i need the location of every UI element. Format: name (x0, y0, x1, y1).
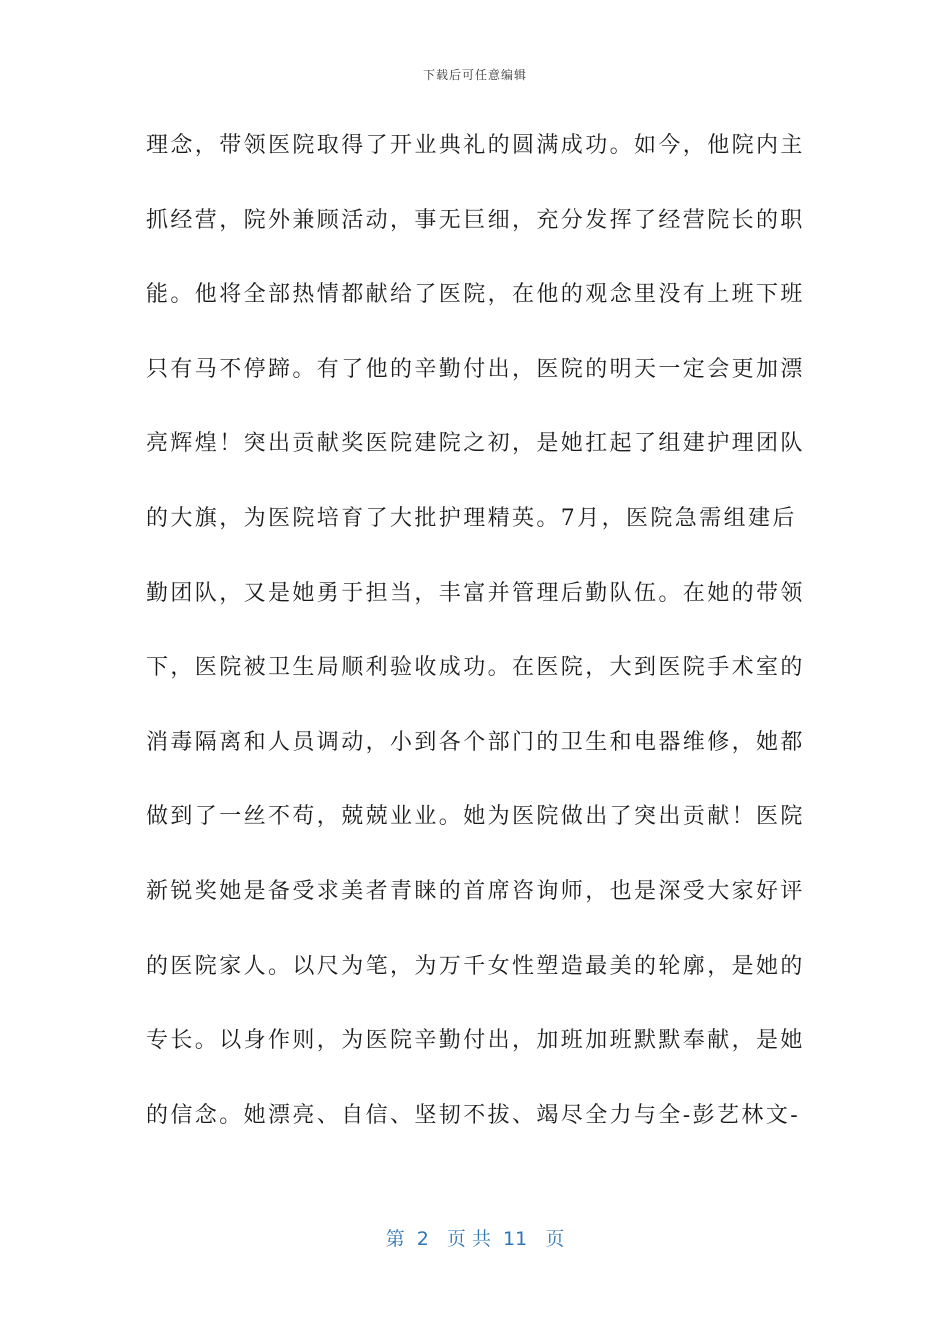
text-line: 消毒隔离和人员调动，小到各个部门的卫生和电器维修，她都 (146, 729, 805, 755)
page-number-footer: 第 2 页 共 11 页 (385, 1228, 565, 1250)
text-line: 的大旗，为医院培育了大批护理精英。7月，医院急需组建后 (146, 505, 797, 531)
text-line: 专长。以身作则，为医院辛勤付出，加班加班默默奉献，是她 (146, 1028, 805, 1054)
text-line: 只有马不停蹄。有了他的辛勤付出，医院的明天一定会更加漂 (146, 356, 805, 382)
text-line: 亮辉煌！突出贡献奖医院建院之初，是她扛起了组建护理团队 (146, 431, 805, 457)
text-line: 的信念。她漂亮、自信、坚韧不拔、竭尽全力与全-彭艺林文- (146, 1102, 801, 1128)
document-body (146, 120, 806, 1164)
text-line: 的医院家人。以尺为笔，为万千女性塑造最美的轮廓，是她的 (146, 953, 805, 979)
text-line: 能。他将全部热情都献给了医院，在他的观念里没有上班下班 (146, 282, 805, 308)
page-header: 下载后可任意编辑 (422, 68, 527, 82)
text-line: 下，医院被卫生局顺利验收成功。在医院，大到医院手术室的 (146, 655, 805, 681)
text-line: 抓经营，院外兼顾活动，事无巨细，充分发挥了经营院长的职 (146, 207, 805, 233)
text-line: 新锐奖她是备受求美者青睐的首席咨询师，也是深受大家好评 (146, 878, 805, 904)
text-line: 勤团队，又是她勇于担当，丰富并管理后勤队伍。在她的带领 (146, 580, 805, 606)
text-line: 做到了一丝不苟，兢兢业业。她为医院做出了突出贡献！医院 (146, 804, 805, 830)
text-line: 理念，带领医院取得了开业典礼的圆满成功。如今，他院内主 (146, 133, 805, 158)
